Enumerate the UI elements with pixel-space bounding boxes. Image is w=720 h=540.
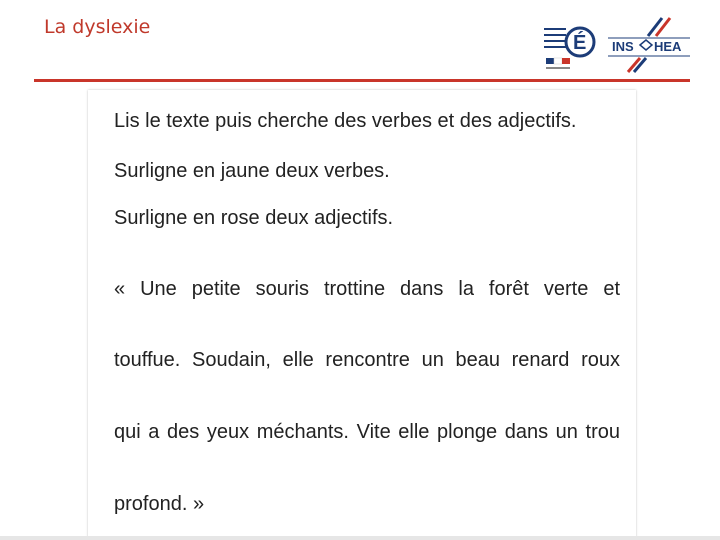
passage-line-4: profond. »: [114, 493, 205, 515]
logo-graphic: [540, 14, 700, 76]
inshea-logo: [608, 18, 690, 72]
ministry-logo: [544, 28, 594, 69]
svg-text:É: É: [573, 32, 587, 54]
instruction-read: Lis le texte puis cherche des verbes et des adjectifs.: [114, 110, 577, 132]
exercise-document: [88, 90, 636, 540]
header-divider: [34, 79, 690, 82]
svg-text:HEA: HEA: [654, 39, 682, 54]
passage-line-2: touffue. Soudain, elle rencontre un beau renard roux: [114, 349, 620, 371]
instruction-pink: Surligne en rose deux adjectifs.: [114, 207, 394, 229]
passage-line-1: « Une petite souris trottine dans la forêt verte et: [114, 278, 620, 300]
institution-logos: [540, 14, 700, 76]
svg-text:INS: INS: [612, 39, 634, 54]
passage-line-3: qui a des yeux méchants. Vite elle plonge dans un trou: [114, 421, 620, 443]
page-bottom-edge: [0, 536, 720, 540]
instruction-yellow: Surligne en jaune deux verbes.: [114, 160, 390, 182]
slide-title: La dyslexie: [44, 16, 151, 38]
